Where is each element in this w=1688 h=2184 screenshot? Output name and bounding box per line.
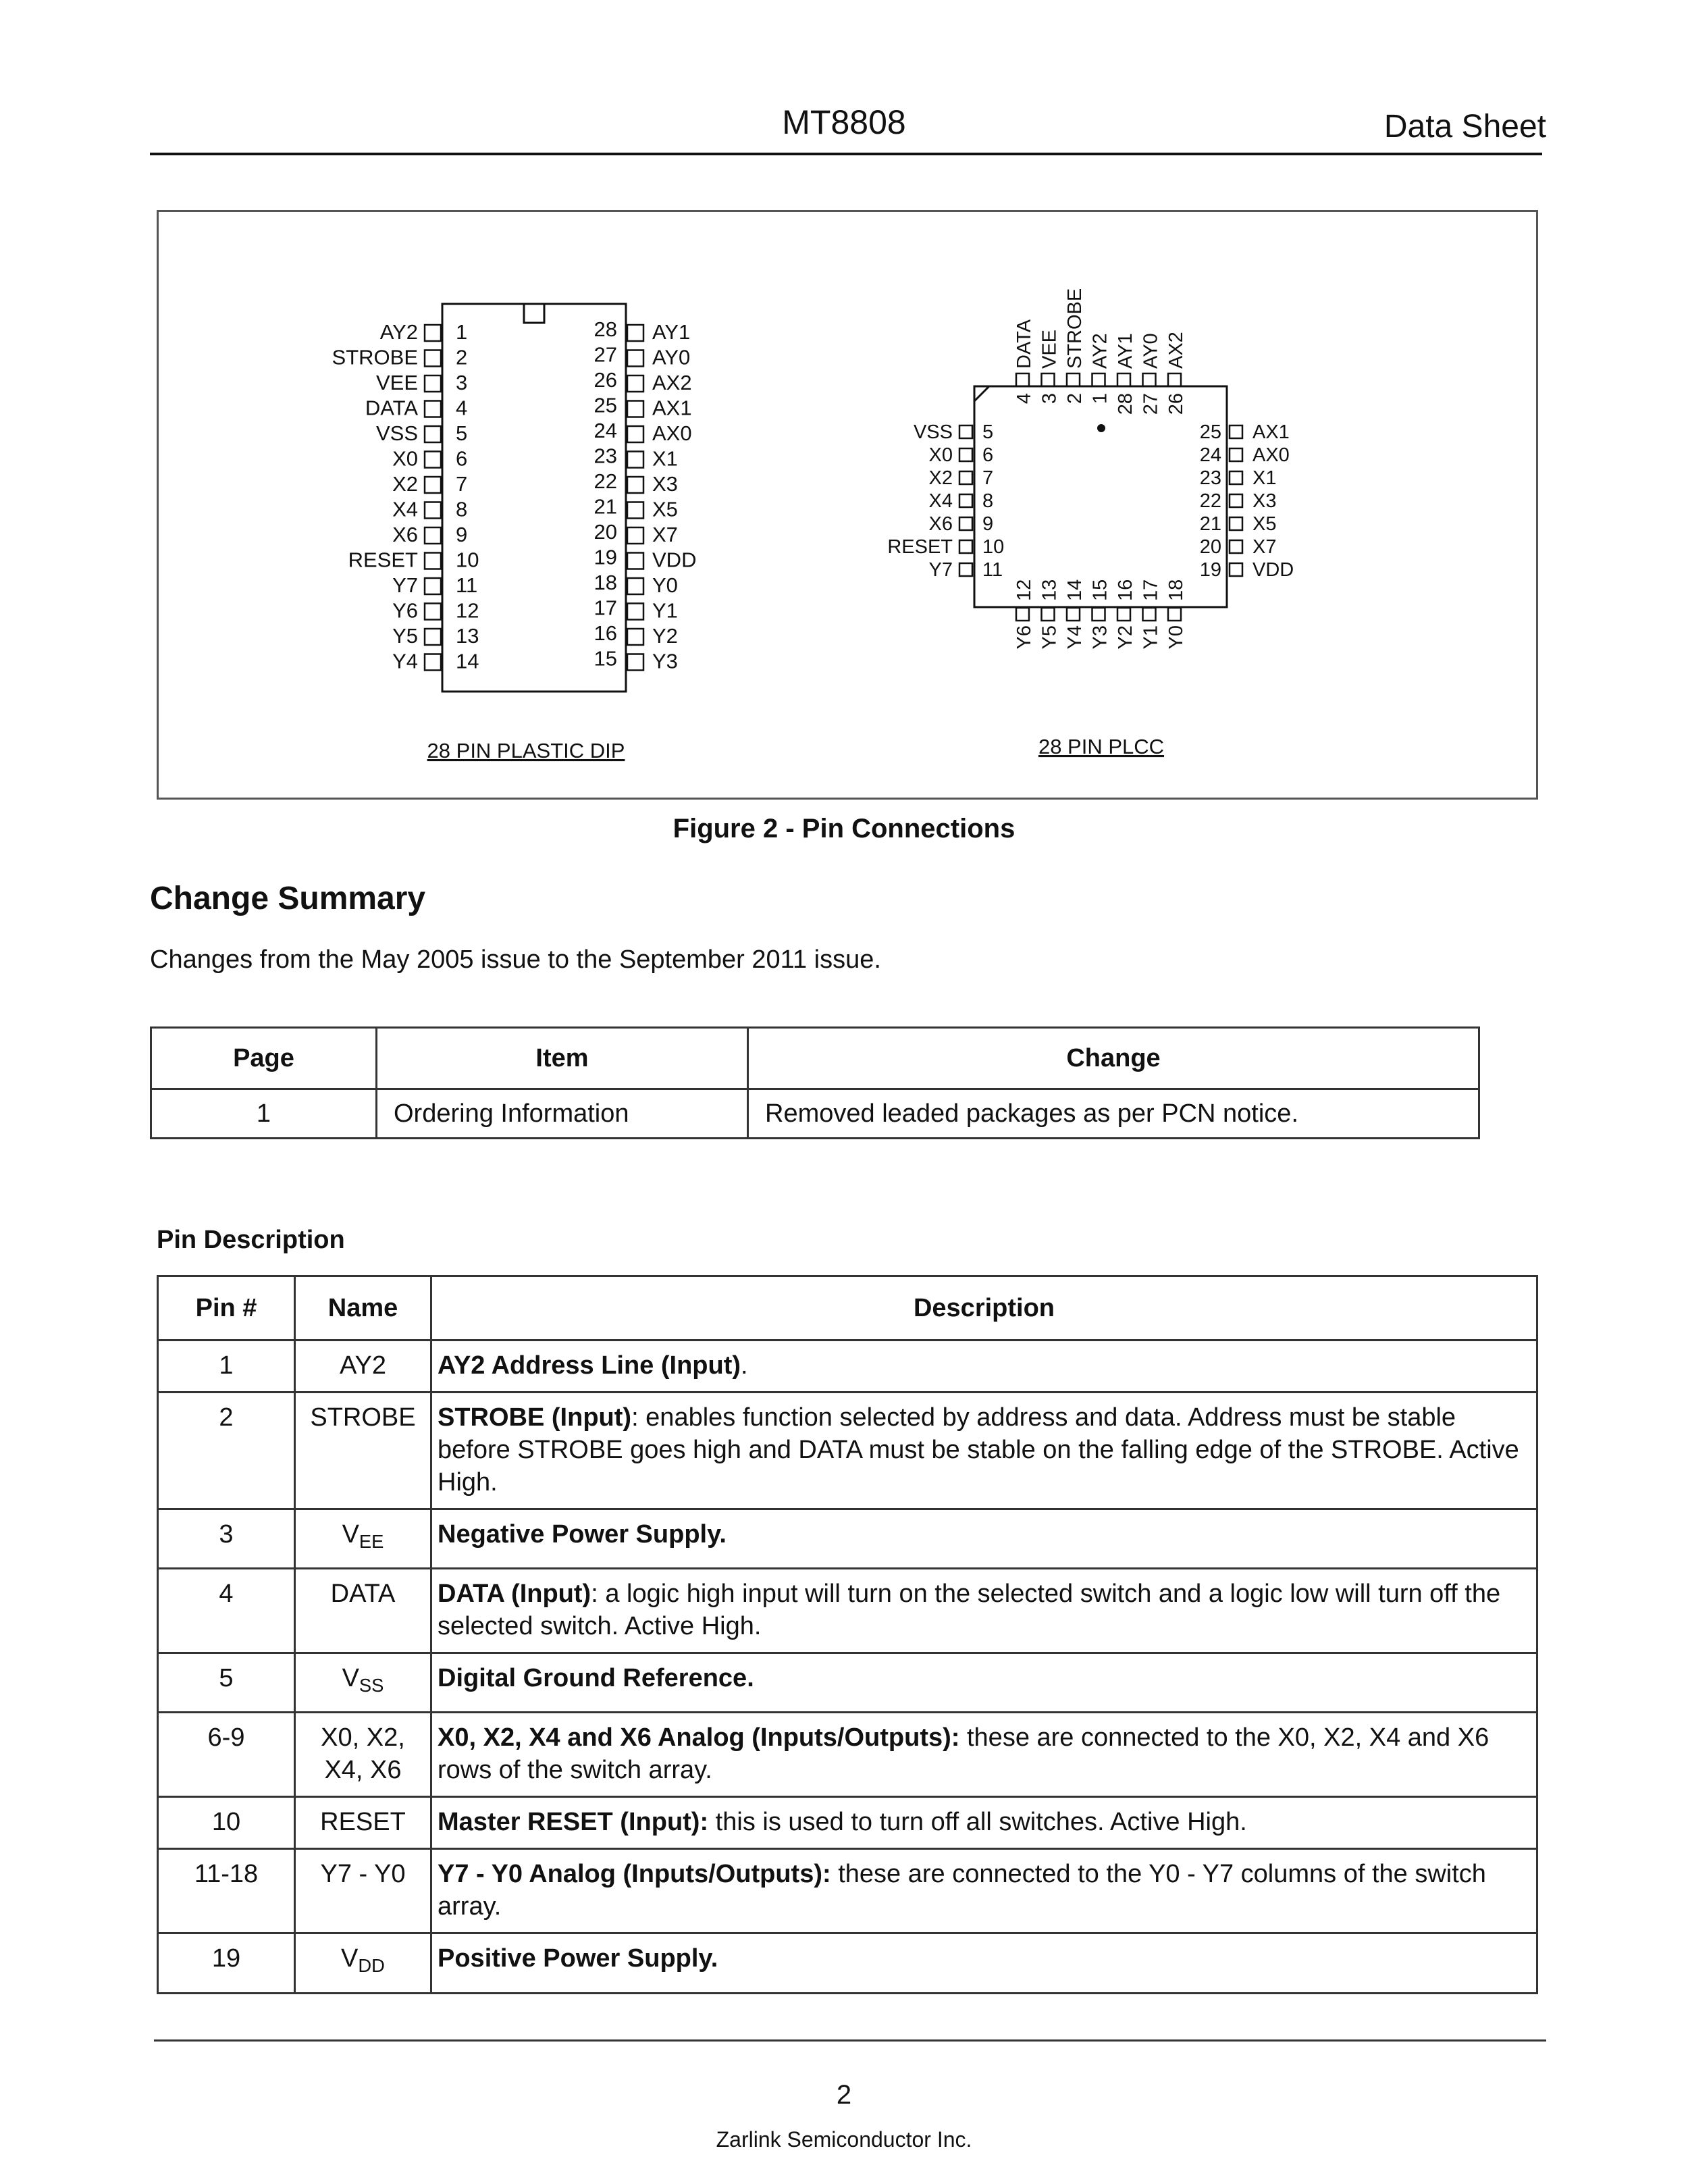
plcc-pin-14 xyxy=(1067,608,1080,621)
dip-pin-number: 6 xyxy=(456,446,468,471)
pin-name-subscript: EE xyxy=(359,1531,384,1553)
dip-pin-3 xyxy=(425,375,441,392)
dip-pin-number: 11 xyxy=(456,573,478,597)
dip-pin-name: Y6 xyxy=(392,598,418,623)
dip-pin-name: X7 xyxy=(652,523,678,546)
plcc-pin-number: 13 xyxy=(1038,579,1061,601)
description-heading: DATA (Input) xyxy=(438,1580,591,1609)
plcc-pin-number: 10 xyxy=(982,536,1005,558)
dip-pin-26 xyxy=(627,375,643,392)
plcc-pin-name: AX1 xyxy=(1252,421,1290,443)
table-row xyxy=(158,1797,1537,1849)
dip-pin-1 xyxy=(425,325,441,341)
plcc-pin-name: X0 xyxy=(928,444,953,466)
header-rule xyxy=(150,153,1542,155)
dip-pin-number: 14 xyxy=(456,649,479,673)
plcc-pin-name: RESET xyxy=(887,536,953,558)
plcc-pin-name: X6 xyxy=(928,513,953,535)
dip-pin-number: 27 xyxy=(594,342,617,367)
dip-pin-number: 7 xyxy=(456,472,468,496)
dip-pin-name: VSS xyxy=(375,421,418,445)
dip-pin-name: Y7 xyxy=(392,573,418,597)
plcc-pin-number: 9 xyxy=(982,513,994,535)
header-change: Change xyxy=(748,1028,1479,1089)
dip-pin-number: 9 xyxy=(456,523,468,546)
change-summary-table xyxy=(150,1026,1480,1139)
cell-change: Removed leaded packages as per PCN notice. xyxy=(748,1089,1479,1139)
cell-description xyxy=(431,1653,1537,1713)
dip-pin-number: 1 xyxy=(456,320,468,344)
dip-pin-28 xyxy=(627,325,643,341)
dip-pin-20 xyxy=(627,527,643,544)
pin-connections-figure xyxy=(157,210,1538,800)
description-heading: Positive Power Supply. xyxy=(438,1944,718,1973)
dip-pin-number: 21 xyxy=(594,494,617,519)
plcc-pin-number: 21 xyxy=(1199,513,1221,535)
table-row xyxy=(158,1849,1537,1933)
plcc-pin-11 xyxy=(959,563,972,576)
dip-pin-number: 17 xyxy=(594,596,617,620)
dip-pin-name: Y5 xyxy=(392,624,418,648)
plcc-pin-number: 27 xyxy=(1140,393,1162,415)
plcc-pin-number: 12 xyxy=(1013,579,1035,601)
cell-pin-number: 10 xyxy=(158,1797,295,1849)
plcc-pin-25 xyxy=(1230,425,1242,438)
dip-pin-name: Y1 xyxy=(652,598,678,623)
plcc-pin-name: AX2 xyxy=(1165,332,1187,369)
dip-pin-5 xyxy=(425,426,441,442)
dip-pin-name: X6 xyxy=(392,523,418,546)
plcc-pin-number: 17 xyxy=(1140,579,1162,601)
pin-name-subscript: DD xyxy=(358,1955,385,1977)
dip-pin-number: 4 xyxy=(456,396,468,420)
cell-item: Ordering Information xyxy=(377,1089,748,1139)
dip-pin-name: X2 xyxy=(392,472,418,496)
plcc-pin-name: DATA xyxy=(1013,319,1035,369)
plcc-pin-name: X1 xyxy=(1252,467,1277,489)
plcc-pin-name: X5 xyxy=(1252,513,1277,535)
plcc-pin-name: VDD xyxy=(1252,559,1294,581)
cell-pin-number: 6-9 xyxy=(158,1713,295,1797)
plcc-pin-number: 23 xyxy=(1199,467,1221,489)
dip-pin-name: X1 xyxy=(652,446,678,471)
plcc-pin-15 xyxy=(1092,608,1105,621)
dip-pin-name: DATA xyxy=(365,396,418,420)
cell-pin-number: 1 xyxy=(158,1341,295,1393)
cell-description xyxy=(431,1933,1537,1993)
plcc-pin-number: 6 xyxy=(982,444,994,466)
cell-pin-number: 19 xyxy=(158,1933,295,1993)
plcc-pin-name: Y3 xyxy=(1089,625,1111,650)
dip-package-label: 28 PIN PLASTIC DIP xyxy=(427,739,625,762)
dip-pin-number: 20 xyxy=(594,520,617,544)
plcc-pin-name: VEE xyxy=(1038,329,1061,369)
dip-pin-number: 13 xyxy=(456,624,479,648)
dip-pin-number: 5 xyxy=(456,421,468,445)
change-summary-title: Change Summary xyxy=(150,881,426,916)
cell-pin-name: $V_{SS}$ xyxy=(295,1653,431,1713)
dip-pin-number: 8 xyxy=(456,497,468,521)
dip-pin-number: 2 xyxy=(456,345,468,369)
plcc-pin-21 xyxy=(1230,517,1242,530)
plcc-pin-9 xyxy=(959,517,972,530)
plcc-pin-number: 25 xyxy=(1199,421,1221,443)
plcc-pin-number: 2 xyxy=(1064,393,1086,405)
pin-name-subscript: SS xyxy=(359,1675,384,1696)
plcc-pin-26 xyxy=(1168,373,1181,386)
header-pin: Pin # xyxy=(158,1276,295,1341)
dip-pin-11 xyxy=(425,578,441,594)
dip-pin-number: 28 xyxy=(594,317,617,341)
dip-pin-name: AY1 xyxy=(652,320,691,344)
dip-notch xyxy=(524,304,544,323)
change-summary-text: Changes from the May 2005 issue to the September 2011 issue. xyxy=(150,945,881,974)
document-title: MT8808 xyxy=(782,103,906,141)
dip-pin-13 xyxy=(425,629,441,645)
plcc-pin-number: 14 xyxy=(1064,579,1086,601)
dip-pin-number: 16 xyxy=(594,621,617,645)
dip-pin-name: AY0 xyxy=(652,345,691,369)
plcc-pin-16 xyxy=(1117,608,1130,621)
plcc-pin-number: 1 xyxy=(1089,393,1111,405)
cell-description xyxy=(431,1509,1537,1569)
description-heading: Y7 - Y0 Analog (Inputs/Outputs): xyxy=(438,1860,831,1889)
plcc-pin-3 xyxy=(1042,373,1055,386)
pin-description-title: Pin Description xyxy=(157,1226,345,1254)
description-text: this is used to turn off all switches. Active High. xyxy=(708,1808,1247,1837)
dip-pin-name: Y3 xyxy=(652,649,678,673)
plcc-pin-number: 18 xyxy=(1165,579,1187,601)
dip-pin-22 xyxy=(627,477,643,493)
dip-pin-2 xyxy=(425,350,441,367)
table-row xyxy=(158,1713,1537,1797)
dip-pin-9 xyxy=(425,527,441,544)
plcc-pin-2 xyxy=(1067,373,1080,386)
description-heading: Master RESET (Input): xyxy=(438,1808,709,1837)
dip-pin-name: AX0 xyxy=(652,421,692,445)
plcc-pin-number: 4 xyxy=(1013,393,1035,405)
plcc-pin-name: Y2 xyxy=(1115,625,1136,650)
plcc-pin-name: Y7 xyxy=(928,559,953,581)
table-row xyxy=(158,1509,1537,1569)
cell-pin-number: 3 xyxy=(158,1509,295,1569)
plcc-pin-number: 16 xyxy=(1115,579,1136,601)
cell-description xyxy=(431,1713,1537,1797)
cell-pin-name: Y7 - Y0 xyxy=(295,1849,431,1933)
description-text: these are connected to the X0, X2, X4 and X6 rows of the switch array. xyxy=(438,1723,1489,1785)
plcc-pin-name: AX0 xyxy=(1252,444,1290,466)
plcc-pin-name: X2 xyxy=(928,467,953,489)
dip-pin-14 xyxy=(425,654,441,671)
plcc-pin-5 xyxy=(959,425,972,438)
dip-pin-23 xyxy=(627,452,643,468)
dip-pin-number: 10 xyxy=(456,548,479,572)
dip-pin-name: X3 xyxy=(652,472,678,496)
description-text: : a logic high input will turn on the selected switch and a logic low will turn off the selected switch. Active High. xyxy=(438,1580,1501,1641)
plcc-pin-name: Y6 xyxy=(1013,625,1035,650)
company-name: Zarlink Semiconductor Inc. xyxy=(716,2127,972,2152)
dip-pin-name: AX2 xyxy=(652,371,692,394)
plcc-pin-number: 20 xyxy=(1199,536,1221,558)
plcc-pin-name: STROBE xyxy=(1064,288,1086,369)
dip-pin-number: 12 xyxy=(456,598,479,623)
plcc-pin-1 xyxy=(1092,373,1105,386)
plcc-pin-name: VSS xyxy=(913,421,953,443)
cell-pin-name: STROBE xyxy=(295,1393,431,1509)
dip-pin-name: X0 xyxy=(392,446,418,471)
document-type: Data Sheet xyxy=(1383,109,1546,145)
dip-pin-8 xyxy=(425,502,441,519)
dip-pin-18 xyxy=(627,578,643,594)
dip-pin-21 xyxy=(627,502,643,519)
description-text: these are connected to the Y0 - Y7 columns of the switch array. xyxy=(438,1860,1486,1921)
footer-rule xyxy=(154,2039,1546,2042)
description-heading: STROBE (Input) xyxy=(438,1403,632,1432)
cell-pin-number: 11-18 xyxy=(158,1849,295,1933)
plcc-pin-name: AY0 xyxy=(1140,333,1162,369)
cell-pin-name: DATA xyxy=(295,1569,431,1653)
plcc-pin-number: 8 xyxy=(982,490,994,512)
plcc-pin-number: 19 xyxy=(1199,559,1221,581)
plcc-package-label: 28 PIN PLCC xyxy=(1038,735,1165,758)
cell-pin-name: RESET xyxy=(295,1797,431,1849)
plcc-pin-28 xyxy=(1117,373,1130,386)
plcc-pin-17 xyxy=(1143,608,1156,621)
plcc-pin-27 xyxy=(1143,373,1156,386)
dip-pin-15 xyxy=(627,654,643,671)
plcc-pin-name: Y0 xyxy=(1165,625,1187,650)
dip-pin-16 xyxy=(627,629,643,645)
dip-pin-27 xyxy=(627,350,643,367)
header-item: Item xyxy=(377,1028,748,1089)
plcc-pin-24 xyxy=(1230,448,1242,461)
table-row xyxy=(151,1089,1479,1139)
description-heading: Digital Ground Reference. xyxy=(438,1664,754,1693)
plcc-pin-6 xyxy=(959,448,972,461)
dip-pin-number: 15 xyxy=(594,646,617,671)
dip-pin-number: 26 xyxy=(594,368,617,392)
plcc-pin-13 xyxy=(1042,608,1055,621)
cell-pin-number: 2 xyxy=(158,1393,295,1509)
dip-pin-number: 18 xyxy=(594,571,617,594)
plcc-pin-name: X3 xyxy=(1252,490,1277,512)
page-number: 2 xyxy=(836,2080,852,2110)
cell-page: 1 xyxy=(151,1089,377,1139)
cell-pin-name: AY2 xyxy=(295,1341,431,1393)
cell-description xyxy=(431,1569,1537,1653)
plcc-pin-number: 24 xyxy=(1199,444,1221,466)
plcc-pin-22 xyxy=(1230,494,1242,507)
plcc-pin-20 xyxy=(1230,540,1242,553)
dip-pin-17 xyxy=(627,604,643,620)
plcc-pin-number: 7 xyxy=(982,467,994,489)
figure-caption: Figure 2 - Pin Connections xyxy=(672,814,1016,843)
cell-pin-name: $V_{DD}$ xyxy=(295,1933,431,1993)
dip-pin-25 xyxy=(627,401,643,417)
dip-pin-name: AY2 xyxy=(379,320,418,344)
header-name: Name xyxy=(295,1276,431,1341)
pin-diagram-canvas xyxy=(159,212,1536,798)
cell-pin-number: 5 xyxy=(158,1653,295,1713)
table-header-row xyxy=(151,1028,1479,1089)
plcc-pin-4 xyxy=(1016,373,1029,386)
cell-pin-name: X0, X2, X4, X6 xyxy=(295,1713,431,1797)
header-description: Description xyxy=(431,1276,1537,1341)
plcc-pin-number: 11 xyxy=(982,559,1003,581)
plcc-pin-8 xyxy=(959,494,972,507)
plcc-pin-18 xyxy=(1168,608,1181,621)
plcc-pin-23 xyxy=(1230,471,1242,484)
plcc-pin1-dot xyxy=(1097,424,1105,432)
plcc-pin-name: X4 xyxy=(928,490,953,512)
dip-pin-24 xyxy=(627,426,643,442)
cell-description xyxy=(431,1341,1537,1393)
plcc-pin-name: AY2 xyxy=(1089,333,1111,369)
plcc-pin-number: 28 xyxy=(1115,393,1136,415)
plcc-corner-bevel xyxy=(974,386,989,401)
dip-pin-name: VEE xyxy=(375,371,418,394)
dip-pin-name: AX1 xyxy=(652,396,692,420)
plcc-pin-10 xyxy=(959,540,972,553)
plcc-pin-name: Y4 xyxy=(1064,625,1086,650)
dip-pin-19 xyxy=(627,553,643,569)
plcc-pin-name: AY1 xyxy=(1115,333,1136,369)
dip-pin-4 xyxy=(425,401,441,417)
dip-pin-10 xyxy=(425,553,441,569)
dip-pin-name: Y0 xyxy=(652,573,678,597)
header-page: Page xyxy=(151,1028,377,1089)
table-row xyxy=(158,1569,1537,1653)
table-row xyxy=(158,1653,1537,1713)
dip-pin-7 xyxy=(425,477,441,493)
plcc-pin-name: Y5 xyxy=(1038,625,1061,650)
dip-pin-number: 23 xyxy=(594,444,617,468)
cell-description xyxy=(431,1393,1537,1509)
dip-pin-name: STROBE xyxy=(332,345,418,369)
plcc-pin-number: 26 xyxy=(1165,393,1187,415)
table-row xyxy=(158,1933,1537,1993)
dip-pin-12 xyxy=(425,604,441,620)
plcc-pin-number: 22 xyxy=(1199,490,1221,512)
dip-pin-number: 19 xyxy=(594,545,617,569)
description-heading: AY2 Address Line (Input) xyxy=(438,1351,741,1380)
dip-pin-number: 3 xyxy=(456,371,468,394)
description-text: : enables function selected by address and data. Address must be stable before STROBE goes high and DATA must be stable on the falling edge of the STROBE. Active High. xyxy=(438,1403,1519,1497)
cell-description xyxy=(431,1797,1537,1849)
dip-pin-6 xyxy=(425,452,441,468)
dip-pin-name: X5 xyxy=(652,497,678,521)
cell-pin-name: $V_{EE}$ xyxy=(295,1509,431,1569)
dip-pin-number: 22 xyxy=(594,469,617,493)
cell-description xyxy=(431,1849,1537,1933)
plcc-pin-12 xyxy=(1016,608,1029,621)
dip-pin-name: Y4 xyxy=(392,649,418,673)
table-row xyxy=(158,1341,1537,1393)
plcc-pin-number: 15 xyxy=(1089,579,1111,601)
description-heading: Negative Power Supply. xyxy=(438,1520,727,1549)
cell-pin-number: 4 xyxy=(158,1569,295,1653)
plcc-pin-7 xyxy=(959,471,972,484)
plcc-pin-name: Y1 xyxy=(1140,625,1162,650)
dip-pin-name: X4 xyxy=(392,497,418,521)
plcc-pin-name: X7 xyxy=(1252,536,1277,558)
plcc-package-outline xyxy=(974,386,1227,607)
table-row xyxy=(158,1393,1537,1509)
dip-pin-number: 24 xyxy=(594,419,617,442)
plcc-pin-19 xyxy=(1230,563,1242,576)
description-heading: X0, X2, X4 and X6 Analog (Inputs/Outputs): xyxy=(438,1723,960,1752)
table-header-row xyxy=(158,1276,1537,1341)
plcc-pin-number: 3 xyxy=(1038,393,1061,405)
dip-pin-name: RESET xyxy=(348,548,418,572)
description-text: . xyxy=(741,1351,748,1380)
dip-pin-name: VDD xyxy=(652,548,697,572)
pin-description-table xyxy=(157,1275,1538,1994)
dip-pin-name: Y2 xyxy=(652,624,678,648)
dip-pin-number: 25 xyxy=(594,393,617,417)
plcc-pin-number: 5 xyxy=(982,421,994,443)
